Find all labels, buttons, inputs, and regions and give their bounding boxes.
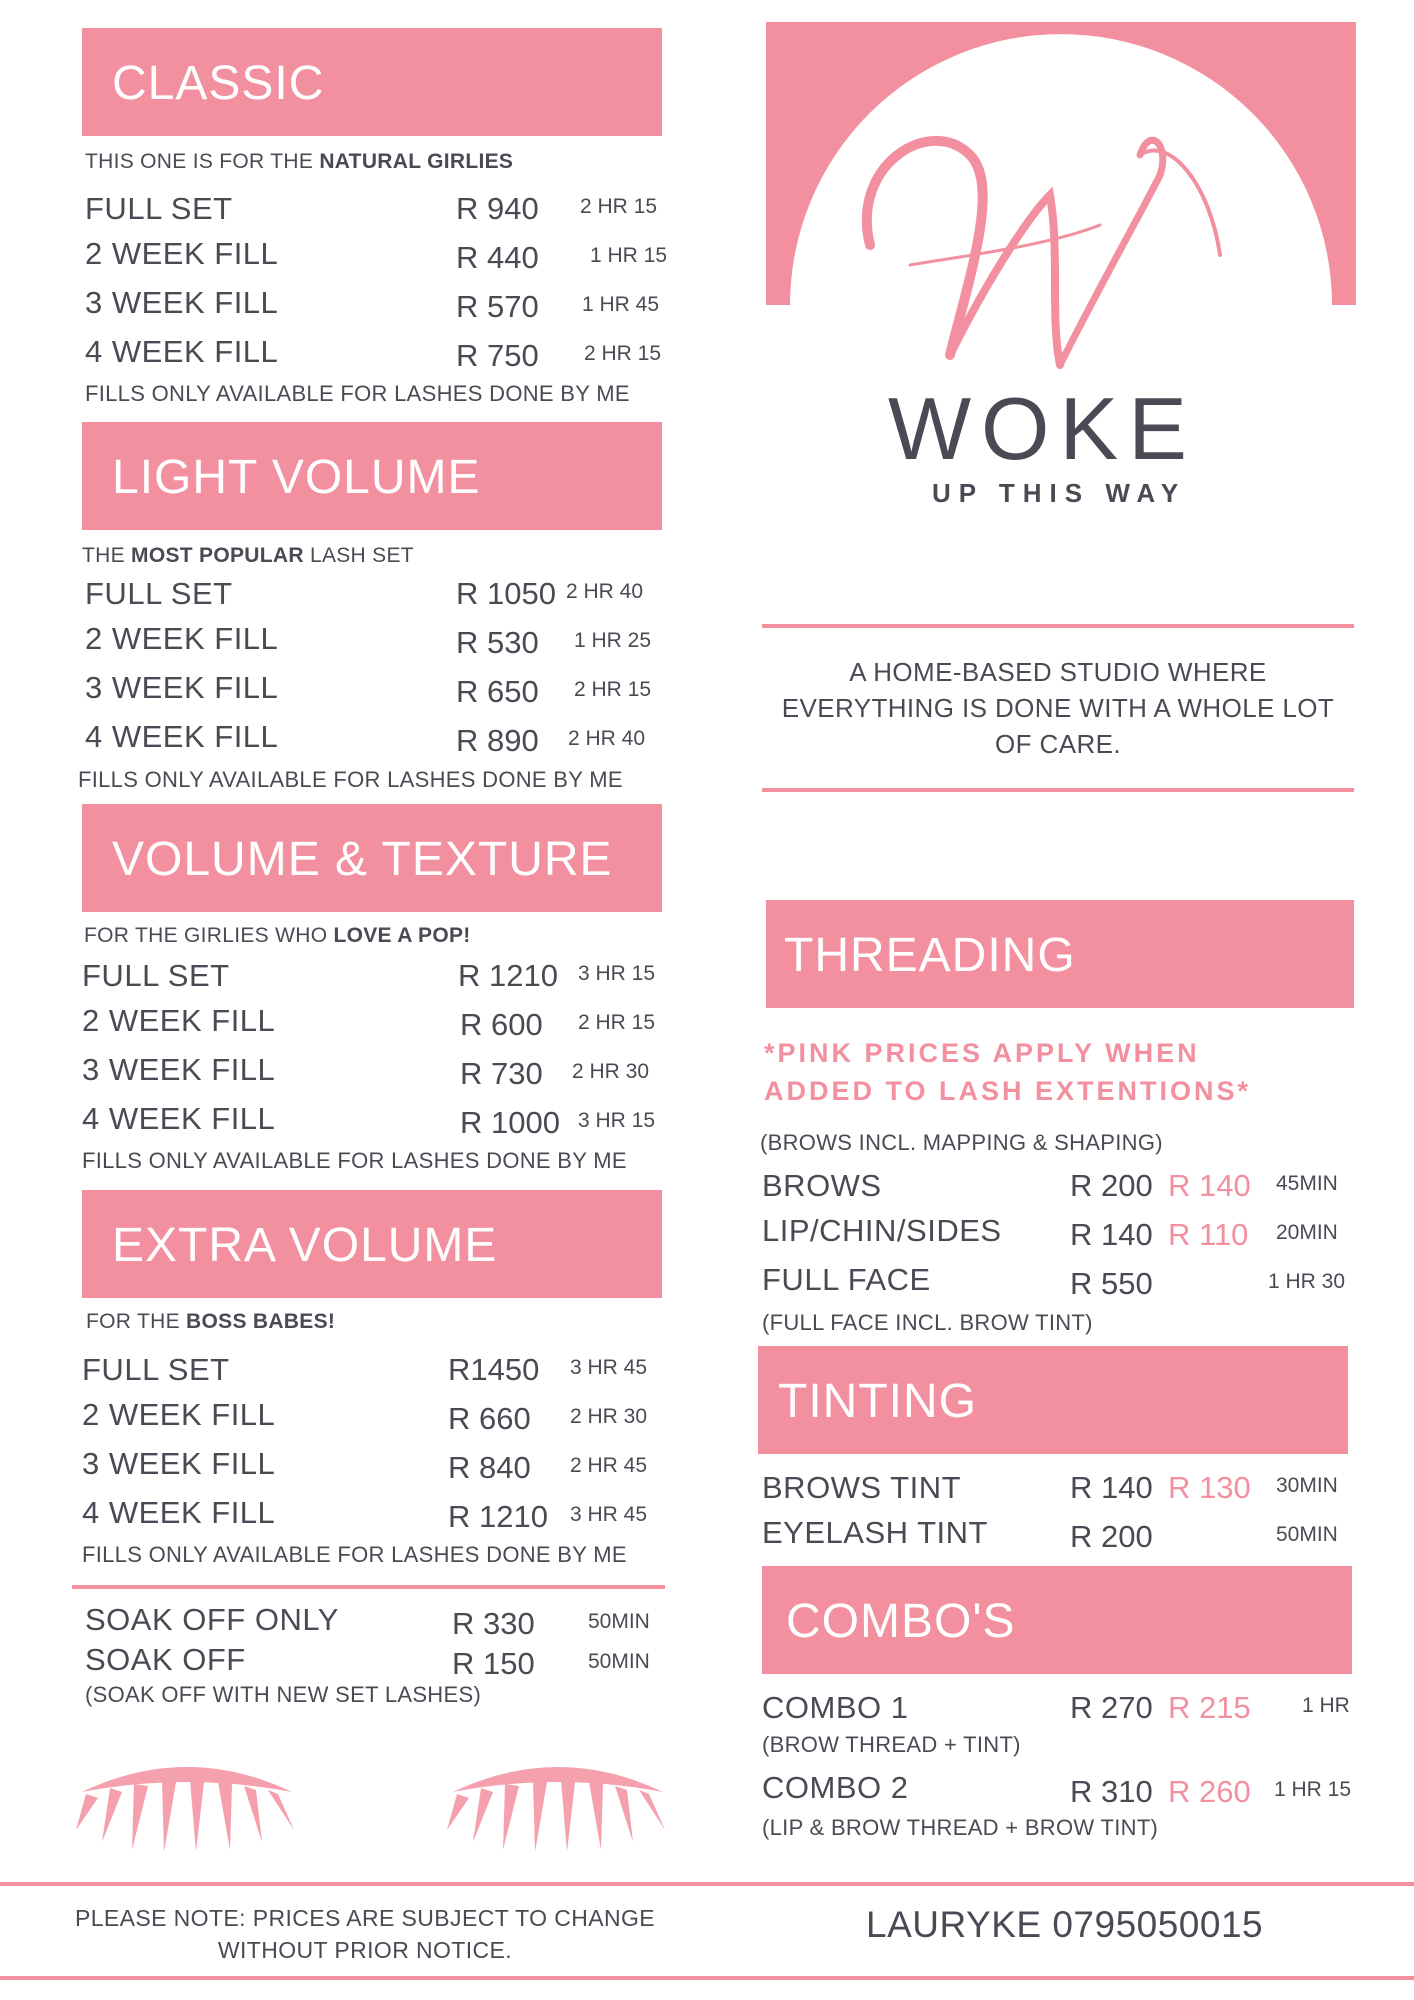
extra-volume-item-duration: 3 HR 45 [570, 1503, 648, 1526]
brand-tagline: UP THIS WAY [932, 478, 1187, 508]
threading-item-name: LIP/CHIN/SIDES [762, 1213, 1002, 1248]
contact-info: LAURYKE 0795050015 [866, 1904, 1264, 1945]
extra-volume-item-name: 4 WEEK FILL [82, 1495, 276, 1530]
eyelash-icon [72, 1752, 302, 1852]
soak-item-price: R 150 [452, 1646, 535, 1681]
volume-texture-item-name: 3 WEEK FILL [82, 1052, 276, 1087]
classic-item-name: 3 WEEK FILL [85, 285, 279, 320]
volume-texture-item-price: R 1000 [460, 1105, 560, 1140]
light-volume-item-name: 4 WEEK FILL [85, 719, 279, 754]
threading-item-price: R 550 [1070, 1266, 1153, 1301]
soak-item-duration: 50MIN [588, 1650, 650, 1673]
threading-note: (FULL FACE INCL. BROW TINT) [762, 1310, 1093, 1335]
threading-item-duration: 45MIN [1276, 1172, 1338, 1195]
volume-texture-note: FILLS ONLY AVAILABLE FOR LASHES DONE BY ME [82, 1148, 627, 1173]
brand-name: WOKE [888, 379, 1197, 478]
extra-volume-item-price: R 1210 [448, 1499, 548, 1534]
threading-item-price: R 140 [1070, 1217, 1153, 1252]
tinting-item-name: EYELASH TINT [762, 1515, 988, 1550]
light-volume-note: FILLS ONLY AVAILABLE FOR LASHES DONE BY ME [78, 767, 623, 792]
threading-title: THREADING [784, 929, 1076, 982]
pink-prices-note: *PINK PRICES APPLY WHEN ADDED TO LASH EXTENTIONS* [764, 1038, 1252, 1106]
volume-texture-item-duration: 3 HR 15 [578, 1109, 656, 1132]
threading-item-name: BROWS [762, 1168, 882, 1203]
light-volume-title: LIGHT VOLUME [112, 451, 481, 504]
classic-note: FILLS ONLY AVAILABLE FOR LASHES DONE BY ME [85, 381, 630, 406]
volume-texture-tagline: FOR THE GIRLIES WHO LOVE A POP! [84, 924, 471, 947]
threading-item-duration: 1 HR 30 [1268, 1270, 1346, 1293]
volume-texture-item-duration: 3 HR 15 [578, 962, 656, 985]
extra-volume-item-name: 3 WEEK FILL [82, 1446, 276, 1481]
extra-volume-header [82, 1190, 662, 1298]
extra-volume-tagline: FOR THE BOSS BABES! [86, 1310, 336, 1333]
light-volume-header [82, 422, 662, 530]
classic-item-name: 2 WEEK FILL [85, 236, 279, 271]
extra-volume-item-name: 2 WEEK FILL [82, 1397, 276, 1432]
classic-header [82, 28, 662, 136]
soak-note: (SOAK OFF WITH NEW SET LASHES) [85, 1682, 482, 1707]
extra-volume-note: FILLS ONLY AVAILABLE FOR LASHES DONE BY ME [82, 1542, 627, 1567]
combo-item-price: R 270 [1070, 1690, 1153, 1725]
combo-item-description: (LIP & BROW THREAD + BROW TINT) [762, 1815, 1159, 1840]
light-volume-item-name: 2 WEEK FILL [85, 621, 279, 656]
classic-item-duration: 1 HR 15 [590, 244, 668, 267]
combo-item-price: R 310 [1070, 1774, 1153, 1809]
soak-item-name: SOAK OFF ONLY [85, 1602, 339, 1637]
classic-item-name: FULL SET [85, 191, 233, 226]
combo-item-name: COMBO 1 [762, 1690, 909, 1725]
about-text: A HOME-BASED STUDIO WHERE EVERYTHING IS DONE WITH A WHOLE LOT OF CARE. [781, 657, 1335, 759]
light-volume-item-price: R 530 [456, 625, 539, 660]
light-volume-item-price: R 650 [456, 674, 539, 709]
light-volume-item-duration: 2 HR 40 [568, 727, 646, 750]
soak-item-name: SOAK OFF [85, 1642, 246, 1677]
tinting-item-name: BROWS TINT [762, 1470, 962, 1505]
threading-item-pink-price: R 140 [1168, 1168, 1251, 1203]
combos-header [762, 1566, 1352, 1674]
volume-texture-title: VOLUME & TEXTURE [112, 833, 613, 886]
volume-texture-item-name: 4 WEEK FILL [82, 1101, 276, 1136]
soak-item-price: R 330 [452, 1606, 535, 1641]
classic-item-name: 4 WEEK FILL [85, 334, 279, 369]
light-volume-item-price: R 890 [456, 723, 539, 758]
classic-item-price: R 750 [456, 338, 539, 373]
volume-texture-item-name: 2 WEEK FILL [82, 1003, 276, 1038]
volume-texture-item-name: FULL SET [82, 958, 230, 993]
tinting-header [758, 1346, 1348, 1454]
volume-texture-item-duration: 2 HR 30 [572, 1060, 650, 1083]
threading-subnote: (BROWS INCL. MAPPING & SHAPING) [760, 1130, 1163, 1155]
soak-divider [72, 1585, 665, 1589]
tinting-item-duration: 50MIN [1276, 1523, 1338, 1546]
combo-item-description: (BROW THREAD + TINT) [762, 1732, 1021, 1757]
threading-header [766, 900, 1354, 1008]
soak-item-duration: 50MIN [588, 1610, 650, 1633]
volume-texture-item-price: R 1210 [458, 958, 558, 993]
script-w-monogram-icon [850, 105, 1270, 395]
extra-volume-title: EXTRA VOLUME [112, 1219, 498, 1272]
classic-tagline: THIS ONE IS FOR THE NATURAL GIRLIES [85, 150, 514, 173]
classic-item-duration: 1 HR 45 [582, 293, 660, 316]
tinting-item-price: R 200 [1070, 1519, 1153, 1554]
classic-item-price: R 440 [456, 240, 539, 275]
threading-item-name: FULL FACE [762, 1262, 931, 1297]
tinting-item-pink-price: R 130 [1168, 1470, 1251, 1505]
tinting-item-price: R 140 [1070, 1470, 1153, 1505]
light-volume-item-name: 3 WEEK FILL [85, 670, 279, 705]
classic-item-price: R 940 [456, 191, 539, 226]
extra-volume-item-name: FULL SET [82, 1352, 230, 1387]
extra-volume-item-price: R 660 [448, 1401, 531, 1436]
extra-volume-item-duration: 2 HR 45 [570, 1454, 648, 1477]
classic-item-duration: 2 HR 15 [584, 342, 662, 365]
threading-item-pink-price: R 110 [1168, 1217, 1249, 1252]
classic-title: CLASSIC [112, 57, 325, 110]
combo-item-pink-price: R 215 [1168, 1690, 1251, 1725]
light-volume-item-name: FULL SET [85, 576, 233, 611]
tinting-title: TINTING [778, 1375, 977, 1428]
extra-volume-item-duration: 2 HR 30 [570, 1405, 648, 1428]
classic-item-duration: 2 HR 15 [580, 195, 658, 218]
footer-top-divider [0, 1882, 1414, 1886]
combo-item-name: COMBO 2 [762, 1770, 909, 1805]
light-volume-item-duration: 1 HR 25 [574, 629, 652, 652]
price-change-notice: PLEASE NOTE: PRICES ARE SUBJECT TO CHANGE WITHOUT PRIOR NOTICE. [74, 1905, 656, 1963]
light-volume-tagline: THE MOST POPULAR LASH SET [82, 544, 414, 567]
volume-texture-item-price: R 730 [460, 1056, 543, 1091]
eyelash-icon [443, 1752, 673, 1852]
extra-volume-item-price: R 840 [448, 1450, 531, 1485]
light-volume-item-duration: 2 HR 40 [566, 580, 644, 603]
threading-item-duration: 20MIN [1276, 1221, 1338, 1244]
volume-texture-item-price: R 600 [460, 1007, 543, 1042]
volume-texture-item-duration: 2 HR 15 [578, 1011, 656, 1034]
about-bottom-divider [762, 788, 1354, 792]
combo-item-pink-price: R 260 [1168, 1774, 1251, 1809]
about-top-divider [762, 624, 1354, 628]
combos-title: COMBO'S [786, 1595, 1016, 1648]
footer-bottom-divider [0, 1976, 1414, 1980]
light-volume-item-price: R 1050 [456, 576, 556, 611]
threading-item-price: R 200 [1070, 1168, 1153, 1203]
classic-item-price: R 570 [456, 289, 539, 324]
volume-texture-header [82, 804, 662, 912]
combo-item-duration: 1 HR [1302, 1694, 1350, 1717]
extra-volume-item-price: R1450 [448, 1352, 540, 1387]
extra-volume-item-duration: 3 HR 45 [570, 1356, 648, 1379]
light-volume-item-duration: 2 HR 15 [574, 678, 652, 701]
tinting-item-duration: 30MIN [1276, 1474, 1338, 1497]
combo-item-duration: 1 HR 15 [1274, 1778, 1352, 1801]
